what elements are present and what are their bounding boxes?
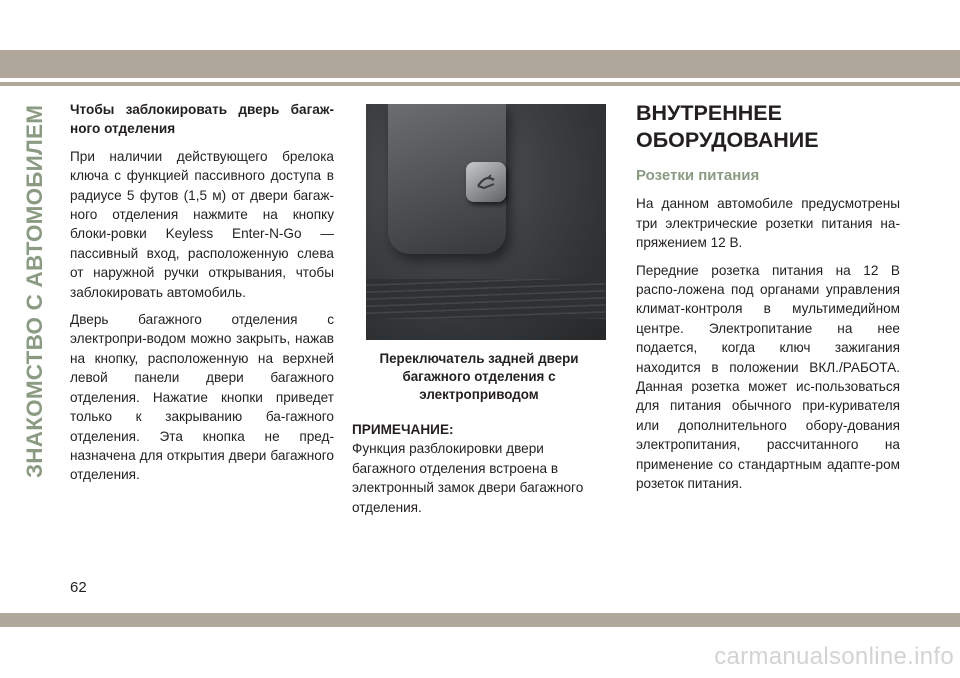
note-text: Функция разблокировки двери багажного отделения встроена в электронный замок двери багажного отделения. [352,441,584,515]
panel-texture [366,279,606,319]
paragraph: При наличии действующего брелока ключа с функцией пассивного доступа в радиусе 5 футов (1,5 м) от двери багаж-ного отделения нажмите на кнопку блоки-ровки Keyless Enter-N-Go — пассивный вход, расположенную слева от наружной ручки открывания, чтобы заблокировать автомобиль. [70,148,334,300]
liftgate-icon [474,170,498,194]
liftgate-button [466,162,506,202]
paragraph: Передние розетка питания на 12 В распо-ложена под органами управления климат-контроля в мультимедийном центре. Электропитание на нее подается, когда ключ зажигания находится в положении ВКЛ./РАБОТА. Данная розетка может ис-пользоваться для питания обычного при-куривателя или дополнительного обору-дования электропитания, рассчитанного на применение со стандартным адапте-ром розеток питания. [636,262,900,492]
header-band [0,50,960,78]
section-side-title: ЗНАКОМСТВО С АВТОМОБИЛЕМ [22,104,47,478]
power-outlets-subheading: Розетки питания [636,167,760,184]
note-label: ПРИМЕЧАНИЕ: [352,422,454,437]
page-number: 62 [70,579,87,596]
section-heading: ВНУТРЕННЕЕ ОБОРУДОВАНИЕ [636,101,819,152]
paragraph: Дверь багажного отделения с электропри-водом можно закрыть, нажав на кнопку, расположенную на верхней левой панели двери багажного отделения. Нажатие кнопки приведет только к закрыванию ба-гажного отделения. Эта кнопка не пред-назначена для открытия двери багажного отделения. [70,312,334,483]
lock-liftgate-heading: Чтобы заблокировать дверь багаж-ного отделения [70,102,334,137]
right-column [636,100,900,502]
watermark: carmanualsonline.info [714,643,954,670]
footer-band [0,613,960,627]
left-column [70,100,334,493]
paragraph: На данном автомобиле предусмотрены три электрические розетки питания на-пряжением 12 В. [636,196,900,251]
liftgate-switch-photo [366,104,606,340]
figure-caption: Переключатель задней двери багажного отделения с электроприводом [379,351,579,402]
header-rule [0,82,960,86]
middle-column [352,104,606,517]
